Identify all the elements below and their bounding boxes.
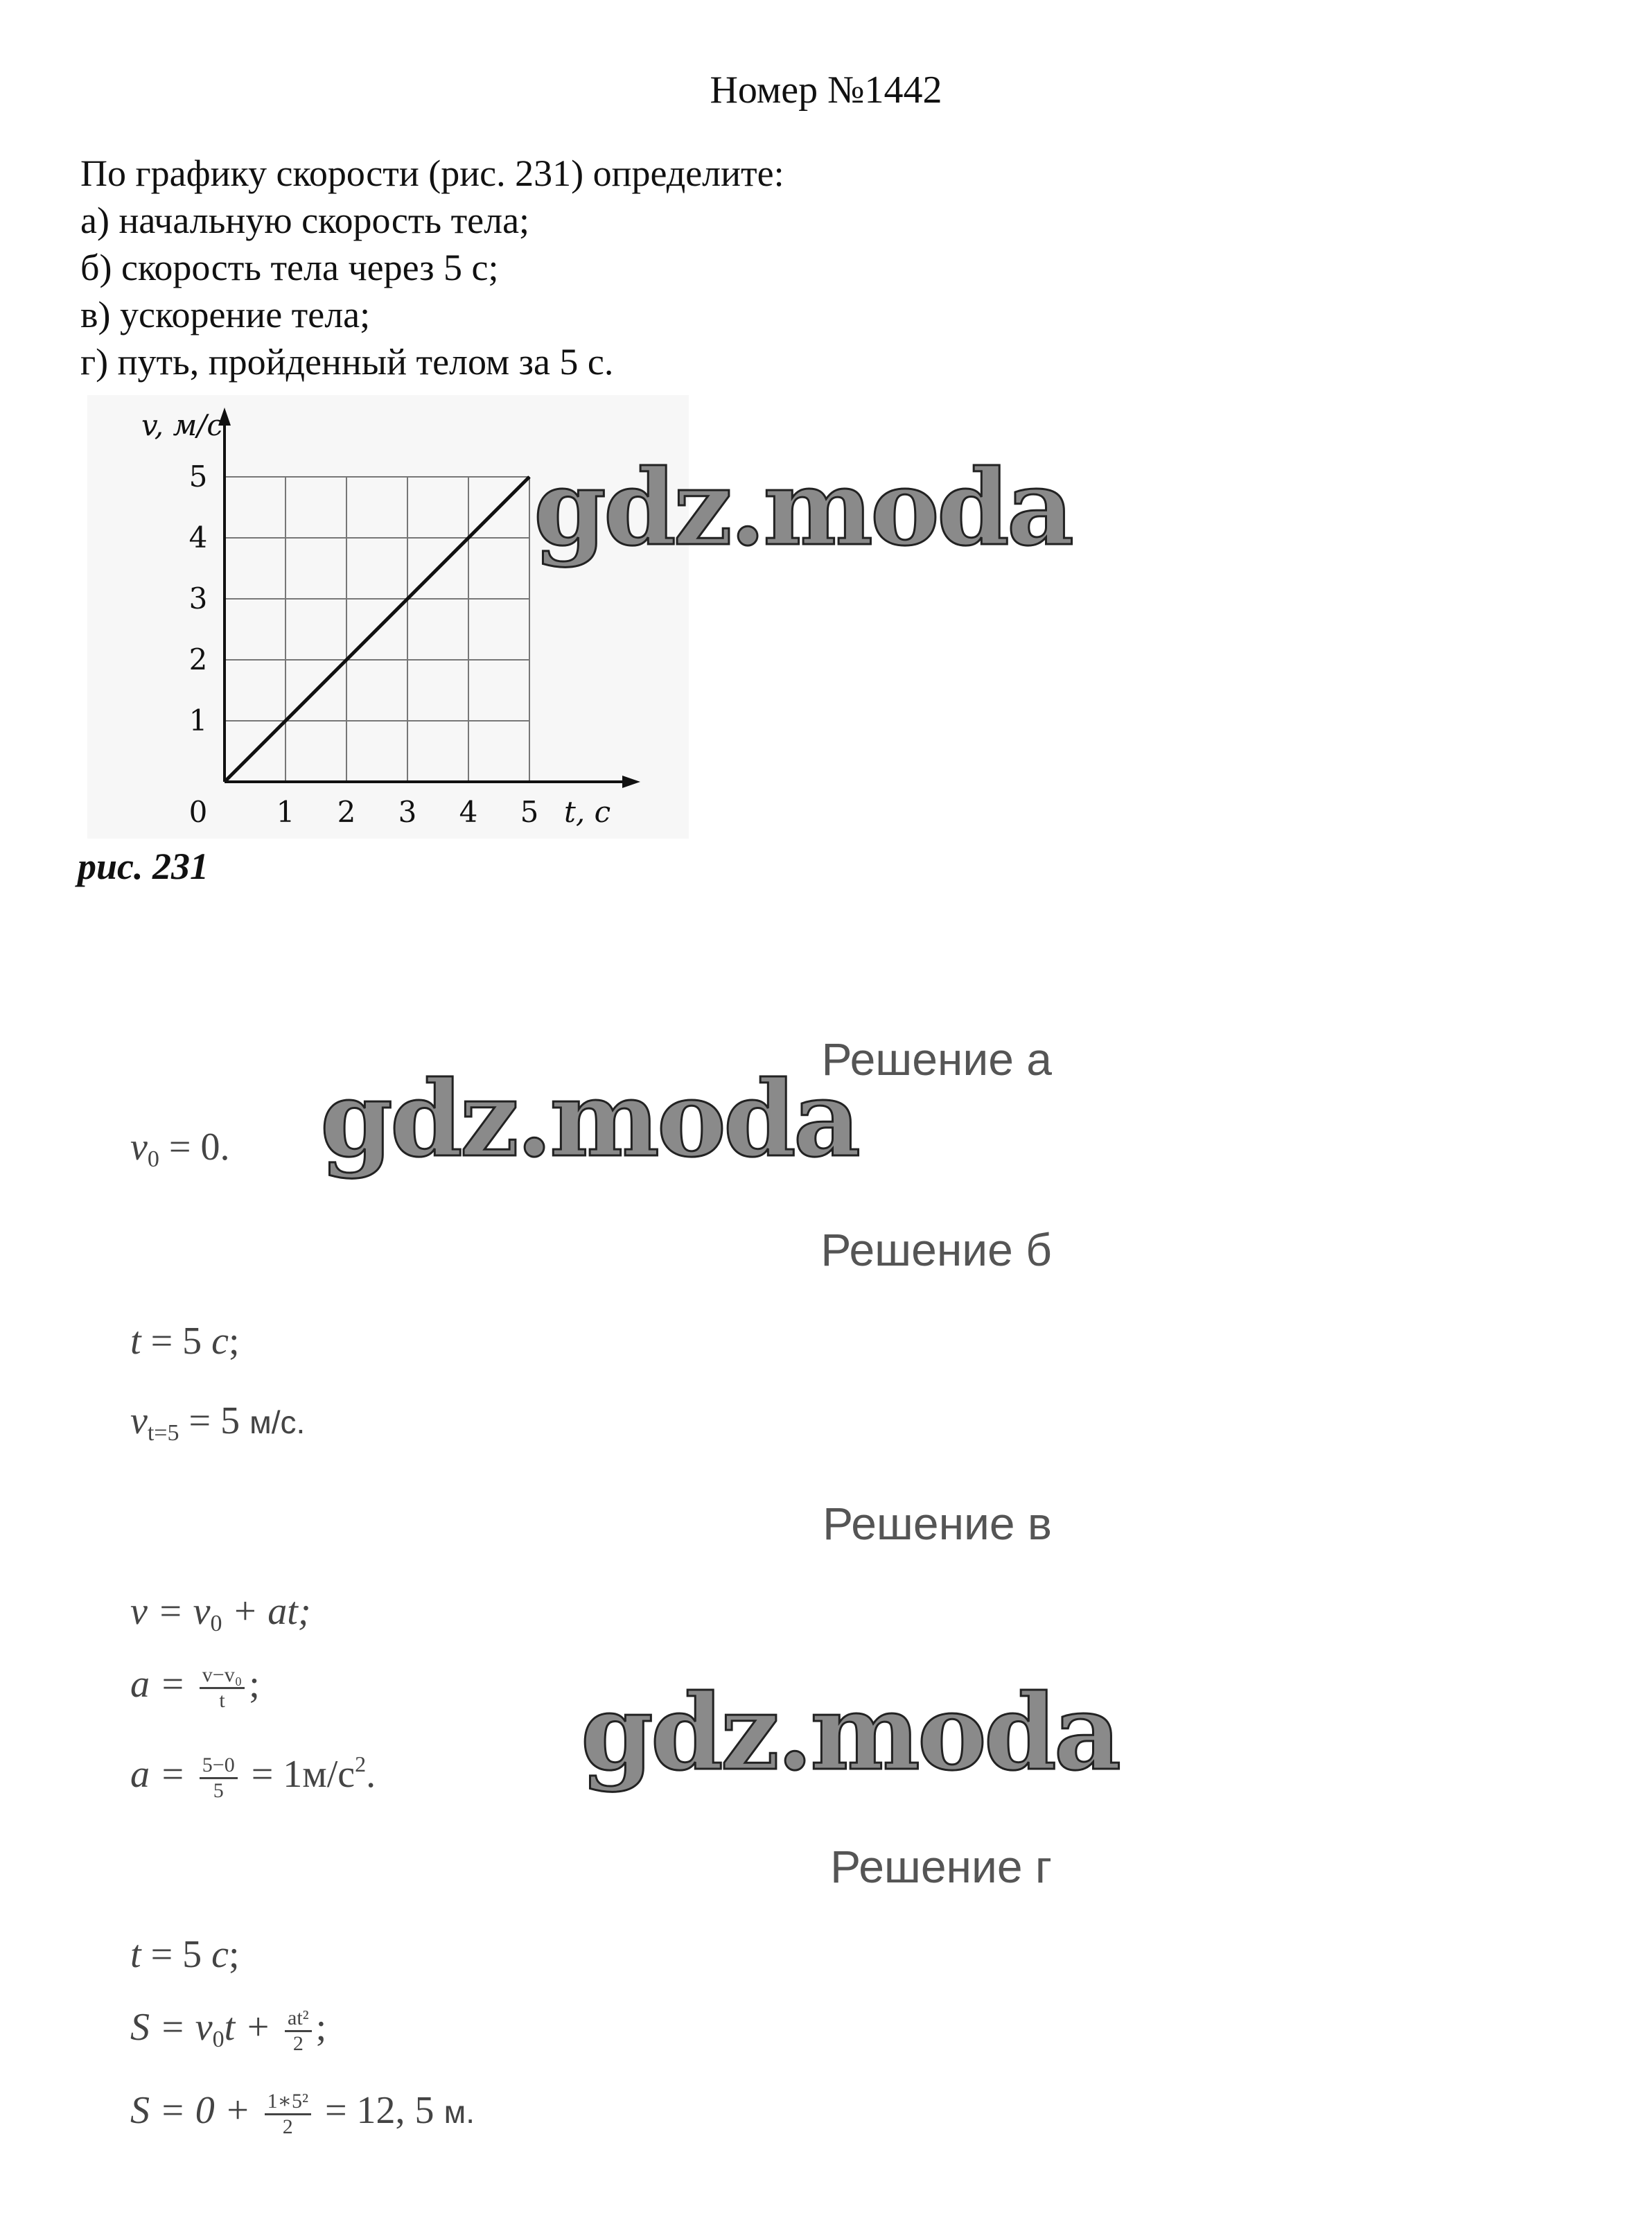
- page-title: Номер №1442: [710, 69, 942, 112]
- figure-caption: рис. 231: [78, 846, 209, 887]
- watermark: gdz.moda: [534, 447, 1072, 569]
- denominator: t: [219, 1688, 225, 1712]
- solution-b-line2: [130, 1397, 305, 1458]
- problem-statement: [80, 150, 784, 385]
- punctuation: ;: [229, 1320, 240, 1363]
- symbol: t: [130, 1933, 141, 1976]
- expression: = 5: [179, 1399, 250, 1442]
- problem-intro: По графику скорости (рис. 231) определите:: [80, 152, 784, 194]
- expression: = 5: [141, 1933, 212, 1976]
- y-axis-label: v, м/с: [141, 408, 223, 442]
- fraction: [200, 1663, 245, 1713]
- y-tick-label: 2: [188, 642, 208, 676]
- numerator: at²: [285, 2007, 312, 2032]
- x-tick-label: 5: [520, 795, 539, 829]
- expression: = 1м/с: [241, 1753, 355, 1796]
- x-tick-label: 4: [459, 795, 478, 829]
- problem-item-b: б) скорость тела через 5 с;: [80, 247, 499, 288]
- x-tick-label: 2: [337, 795, 356, 829]
- punctuation: ;: [249, 1663, 260, 1706]
- numerator: 1∗5²: [265, 2090, 311, 2115]
- solution-d-line1: [130, 1930, 240, 1979]
- problem-item-a: а) начальную скорость тела;: [80, 200, 530, 241]
- punctuation: ;: [229, 1933, 240, 1976]
- denominator: 5: [213, 1778, 224, 1802]
- expression: t +: [224, 2006, 281, 2049]
- solution-a-line1: [130, 1123, 229, 1184]
- solution-b-heading: Решение б: [820, 1224, 1052, 1275]
- y-tick-label: 4: [188, 521, 208, 554]
- expression: = 5: [141, 1320, 212, 1363]
- solution-b-line1: [130, 1317, 240, 1365]
- expression: + at;: [222, 1590, 311, 1633]
- x-axis-arrow: [622, 776, 640, 788]
- x-tick-label: 1: [276, 795, 295, 829]
- expression: a =: [130, 1753, 195, 1796]
- superscript: 2: [355, 1751, 367, 1776]
- expression: = 0.: [159, 1126, 230, 1169]
- punctuation: .: [366, 1753, 376, 1796]
- unit: c: [211, 1320, 229, 1363]
- fraction: [200, 1754, 238, 1803]
- symbol: t: [130, 1320, 141, 1363]
- numerator: 5−0: [200, 1754, 238, 1779]
- watermark: gdz.moda: [581, 1672, 1119, 1794]
- solution-a-heading: Решение а: [821, 1033, 1052, 1085]
- expression: S = 0 +: [130, 2089, 261, 2132]
- solution-d-line3: [130, 2086, 475, 2139]
- subscript: t=5: [147, 1420, 179, 1446]
- numerator: v−v₀: [200, 1663, 245, 1689]
- solution-c-line2: [130, 1660, 260, 1713]
- x-tick-label: 0: [188, 795, 208, 829]
- solution-d-heading: Решение г: [830, 1841, 1052, 1892]
- expression: S = v: [130, 2006, 213, 2049]
- x-tick-label: 3: [398, 795, 417, 829]
- punctuation: ;: [315, 2006, 327, 2049]
- unit: м.: [443, 2094, 475, 2130]
- y-tick-label: 5: [188, 460, 208, 493]
- y-tick-label: 3: [188, 582, 208, 615]
- y-tick-label: 1: [188, 703, 208, 737]
- unit: м/с.: [249, 1404, 306, 1440]
- denominator: 2: [292, 2031, 304, 2055]
- fraction: [285, 2007, 312, 2056]
- series-line: [225, 477, 529, 782]
- subscript: 0: [147, 1146, 159, 1172]
- solution-c-heading: Решение в: [823, 1498, 1052, 1549]
- solution-c-line3: [130, 1740, 376, 1803]
- subscript: 0: [212, 2027, 225, 2052]
- expression: = 12, 5: [315, 2089, 444, 2132]
- symbol: v: [130, 1399, 148, 1442]
- expression: a =: [130, 1663, 195, 1706]
- solution-d-line2: [130, 2003, 326, 2064]
- problem-item-d: г) путь, пройденный телом за 5 с.: [80, 341, 614, 383]
- fraction: [265, 2090, 311, 2139]
- denominator: 2: [282, 2115, 293, 2138]
- watermark: gdz.moda: [320, 1058, 859, 1180]
- symbol: v: [130, 1126, 148, 1169]
- x-axis-label: t, с: [564, 795, 611, 829]
- solution-c-line1: [130, 1587, 311, 1648]
- problem-item-c: в) ускорение тела;: [80, 294, 371, 335]
- subscript: 0: [210, 1611, 222, 1636]
- unit: c: [211, 1933, 229, 1976]
- expression: v = v: [130, 1590, 211, 1633]
